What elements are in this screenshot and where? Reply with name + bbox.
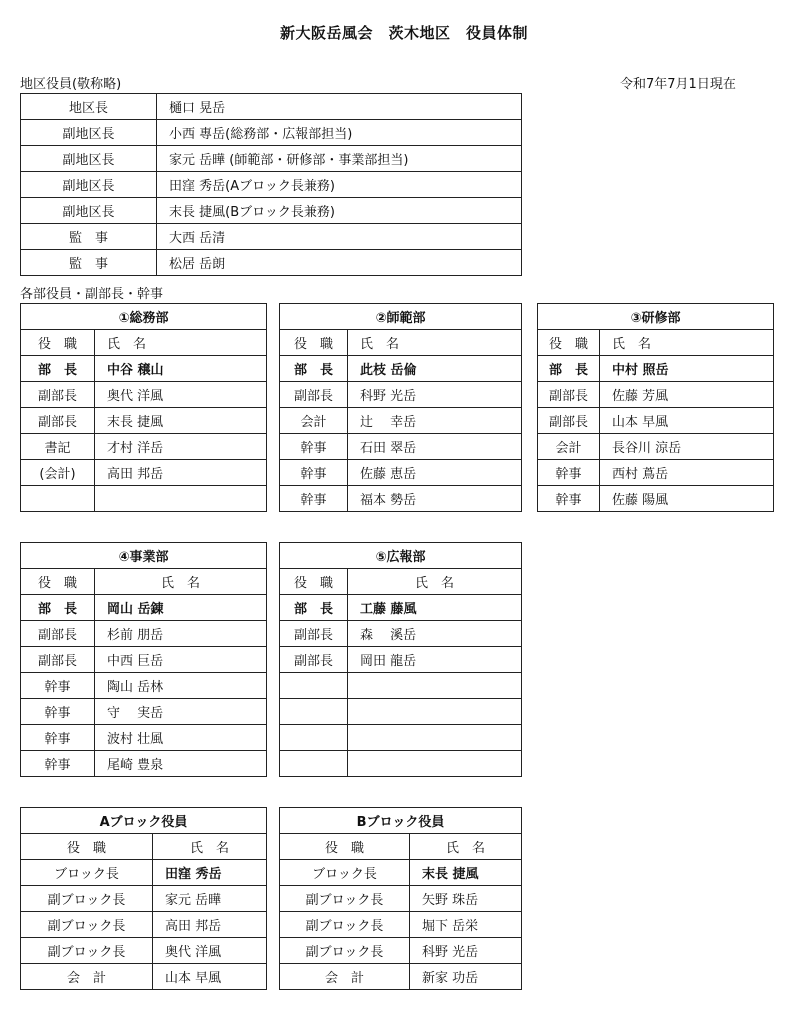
col-header-role: 役 職 <box>280 834 410 860</box>
col-header-role: 役 職 <box>538 330 600 356</box>
role-cell: 副ブロック長 <box>21 886 153 912</box>
role-cell: 副部長 <box>280 621 348 647</box>
table-row <box>21 673 267 699</box>
name-cell <box>348 751 522 777</box>
table-row <box>280 912 522 938</box>
table-row <box>280 356 522 382</box>
dept-header: ④事業部 <box>21 543 267 569</box>
role-cell: 地区長 <box>21 94 157 120</box>
role-cell: 幹事 <box>21 751 95 777</box>
name-cell: 家元 岳曄 <box>153 886 267 912</box>
table-row <box>538 434 774 460</box>
table-row <box>538 486 774 512</box>
role-cell: 副部長 <box>21 647 95 673</box>
name-cell: 中西 巨岳 <box>95 647 267 673</box>
name-cell: 大西 岳清 <box>157 224 522 250</box>
table-row <box>21 250 522 276</box>
table-row <box>21 382 267 408</box>
table-row <box>21 146 522 172</box>
role-cell: 副ブロック長 <box>21 938 153 964</box>
name-cell: 矢野 珠岳 <box>410 886 522 912</box>
table-row <box>21 356 267 382</box>
role-cell: 副地区長 <box>21 120 157 146</box>
table-row <box>21 751 267 777</box>
name-cell <box>95 486 267 512</box>
role-cell: (会計) <box>21 460 95 486</box>
table-row <box>280 860 522 886</box>
name-cell: 高田 邦岳 <box>153 912 267 938</box>
block-header: Aブロック役員 <box>21 808 267 834</box>
role-cell: 副ブロック長 <box>21 912 153 938</box>
name-cell: 福本 勢岳 <box>348 486 522 512</box>
table-row <box>280 647 522 673</box>
name-cell: 奥代 洋風 <box>95 382 267 408</box>
role-cell: 副ブロック長 <box>280 938 410 964</box>
table-row <box>21 172 522 198</box>
name-cell: 末長 捷風 <box>410 860 522 886</box>
role-cell: 会 計 <box>280 964 410 990</box>
name-cell: 長谷川 涼岳 <box>600 434 774 460</box>
table-row <box>280 673 522 699</box>
table-row <box>280 751 522 777</box>
name-cell: 杉前 朋岳 <box>95 621 267 647</box>
table-row <box>280 699 522 725</box>
table-row <box>21 647 267 673</box>
role-cell: 部 長 <box>280 356 348 382</box>
table-row <box>21 964 267 990</box>
role-cell: 副地区長 <box>21 198 157 224</box>
dept-header: ⑤広報部 <box>280 543 522 569</box>
dept-header: ③研修部 <box>538 304 774 330</box>
role-cell <box>280 673 348 699</box>
name-cell: 新家 功岳 <box>410 964 522 990</box>
role-cell: 幹事 <box>280 460 348 486</box>
name-cell: 辻 幸岳 <box>348 408 522 434</box>
role-cell: 副部長 <box>280 382 348 408</box>
role-cell: 監 事 <box>21 224 157 250</box>
dept-table-jigyou <box>20 542 267 777</box>
name-cell: 家元 岳曄 (師範部・研修部・事業部担当) <box>157 146 522 172</box>
table-row <box>280 460 522 486</box>
table-row <box>21 912 267 938</box>
col-header-name: 氏 名 <box>600 330 774 356</box>
role-cell: 副部長 <box>538 382 600 408</box>
name-cell: 堀下 岳栄 <box>410 912 522 938</box>
role-cell: ブロック長 <box>280 860 410 886</box>
table-row <box>21 860 267 886</box>
name-cell: 西村 蔦岳 <box>600 460 774 486</box>
table-row <box>538 382 774 408</box>
name-cell: 岡山 岳錬 <box>95 595 267 621</box>
role-cell: 幹事 <box>280 486 348 512</box>
role-cell: 幹事 <box>21 673 95 699</box>
name-cell: 松居 岳朗 <box>157 250 522 276</box>
col-header-role: 役 職 <box>280 330 348 356</box>
name-cell: 山本 早風 <box>153 964 267 990</box>
name-cell: 樋口 晃岳 <box>157 94 522 120</box>
name-cell: 佐藤 恵岳 <box>348 460 522 486</box>
table-row <box>280 725 522 751</box>
name-cell: 工藤 藤風 <box>348 595 522 621</box>
role-cell: 監 事 <box>21 250 157 276</box>
role-cell: 部 長 <box>538 356 600 382</box>
col-header-name: 氏 名 <box>95 330 267 356</box>
table-row <box>280 595 522 621</box>
col-header-name: 氏 名 <box>95 569 267 595</box>
col-header-role: 役 職 <box>21 569 95 595</box>
name-cell: 山本 早風 <box>600 408 774 434</box>
table-row <box>21 120 522 146</box>
table-row <box>280 938 522 964</box>
name-cell: 末長 捷風 <box>95 408 267 434</box>
table-row <box>21 94 522 120</box>
col-header-name: 氏 名 <box>348 330 522 356</box>
col-header-role: 役 職 <box>21 330 95 356</box>
district-officers-table <box>20 93 522 276</box>
table-row <box>21 886 267 912</box>
table-row <box>21 595 267 621</box>
name-cell: 此枝 岳倫 <box>348 356 522 382</box>
dept-table-kenshu <box>537 303 774 512</box>
page-title: 新大阪岳風会 茨木地区 役員体制 <box>279 24 528 42</box>
dept-table-shihan <box>279 303 522 512</box>
col-header-role: 役 職 <box>280 569 348 595</box>
name-cell: 森 溪岳 <box>348 621 522 647</box>
name-cell <box>348 673 522 699</box>
role-cell <box>280 751 348 777</box>
role-cell: 会 計 <box>21 964 153 990</box>
role-cell: 幹事 <box>280 434 348 460</box>
table-row <box>21 198 522 224</box>
role-cell: 副地区長 <box>21 146 157 172</box>
table-row <box>21 486 267 512</box>
table-row <box>280 621 522 647</box>
name-cell: 石田 翠岳 <box>348 434 522 460</box>
name-cell: 小西 專岳(総務部・広報部担当) <box>157 120 522 146</box>
district-officers-caption: 地区役員(敬称略) <box>20 77 122 92</box>
role-cell: 部 長 <box>280 595 348 621</box>
role-cell: 幹事 <box>538 486 600 512</box>
name-cell: 佐藤 陽風 <box>600 486 774 512</box>
role-cell <box>21 486 95 512</box>
name-cell: 中谷 穣山 <box>95 356 267 382</box>
role-cell: 副部長 <box>21 408 95 434</box>
departments-caption: 各部役員・副部長・幹事 <box>20 287 164 302</box>
role-cell: 副地区長 <box>21 172 157 198</box>
role-cell: 副部長 <box>280 647 348 673</box>
dept-header: ②師範部 <box>280 304 522 330</box>
role-cell <box>280 699 348 725</box>
table-row <box>21 725 267 751</box>
role-cell: 副ブロック長 <box>280 912 410 938</box>
table-row <box>21 621 267 647</box>
role-cell: ブロック長 <box>21 860 153 886</box>
name-cell <box>348 699 522 725</box>
name-cell: 高田 邦岳 <box>95 460 267 486</box>
role-cell: 部 長 <box>21 356 95 382</box>
role-cell: 副部長 <box>21 382 95 408</box>
table-row <box>280 964 522 990</box>
table-row <box>21 460 267 486</box>
role-cell: 幹事 <box>21 699 95 725</box>
name-cell: 才村 洋岳 <box>95 434 267 460</box>
table-row <box>280 486 522 512</box>
name-cell <box>348 725 522 751</box>
col-header-name: 氏 名 <box>410 834 522 860</box>
block-b-table <box>279 807 522 990</box>
name-cell: 尾崎 豊泉 <box>95 751 267 777</box>
table-row <box>21 938 267 964</box>
dept-table-soumu <box>20 303 267 512</box>
role-cell: 会計 <box>538 434 600 460</box>
table-row <box>280 434 522 460</box>
as-of-date: 令和7年7月1日現在 <box>620 77 736 92</box>
table-row <box>280 408 522 434</box>
table-row <box>21 434 267 460</box>
role-cell: 部 長 <box>21 595 95 621</box>
col-header-role: 役 職 <box>21 834 153 860</box>
table-row <box>21 408 267 434</box>
table-row <box>21 224 522 250</box>
block-a-table <box>20 807 267 990</box>
table-row <box>21 699 267 725</box>
block-header: Bブロック役員 <box>280 808 522 834</box>
role-cell: 幹事 <box>21 725 95 751</box>
name-cell: 守 実岳 <box>95 699 267 725</box>
table-row <box>280 382 522 408</box>
name-cell: 波村 壮風 <box>95 725 267 751</box>
table-row <box>538 408 774 434</box>
name-cell: 奥代 洋風 <box>153 938 267 964</box>
name-cell: 末長 捷風(Bブロック長兼務) <box>157 198 522 224</box>
name-cell: 中村 照岳 <box>600 356 774 382</box>
role-cell: 会計 <box>280 408 348 434</box>
role-cell: 副部長 <box>538 408 600 434</box>
col-header-name: 氏 名 <box>153 834 267 860</box>
name-cell: 佐藤 芳風 <box>600 382 774 408</box>
dept-table-kouhou <box>279 542 522 777</box>
name-cell: 岡田 龍岳 <box>348 647 522 673</box>
table-row <box>538 460 774 486</box>
role-cell: 書記 <box>21 434 95 460</box>
table-row <box>538 356 774 382</box>
col-header-name: 氏 名 <box>348 569 522 595</box>
dept-header: ①総務部 <box>21 304 267 330</box>
name-cell: 陶山 岳林 <box>95 673 267 699</box>
name-cell: 科野 光岳 <box>348 382 522 408</box>
role-cell: 副部長 <box>21 621 95 647</box>
name-cell: 科野 光岳 <box>410 938 522 964</box>
name-cell: 田窪 秀岳(Aブロック長兼務) <box>157 172 522 198</box>
role-cell: 副ブロック長 <box>280 886 410 912</box>
name-cell: 田窪 秀岳 <box>153 860 267 886</box>
table-row <box>280 886 522 912</box>
role-cell: 幹事 <box>538 460 600 486</box>
role-cell <box>280 725 348 751</box>
